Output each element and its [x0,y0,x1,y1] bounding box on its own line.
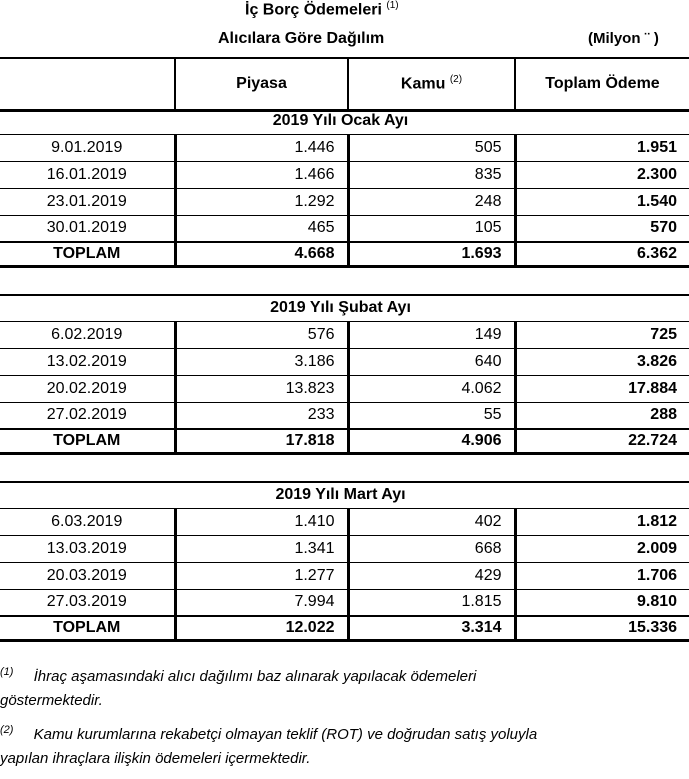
row-date: 13.02.2019 [0,348,175,375]
footnote-1-line1: İhraç aşamasındaki alıcı dağılımı baz alınarak yapılacak ödemeleri [33,668,477,685]
row-total: 2.300 [515,161,689,188]
row-market: 1.292 [175,188,348,215]
row-public: 640 [348,348,515,375]
row-total: 2.009 [515,535,689,562]
header-total: Toplam Ödeme [515,58,689,110]
row-date: 23.01.2019 [0,188,175,215]
row-public: 835 [348,161,515,188]
table-row [0,348,689,375]
table-row [0,402,689,429]
table-row [0,535,689,562]
total-label: TOPLAM [0,429,175,453]
page-subtitle: Alıcılara Göre Dağılım [218,30,385,47]
row-total: 1.540 [515,188,689,215]
row-date: 6.02.2019 [0,321,175,348]
footnote-1-mark: (1) [0,666,14,678]
section-title: 2019 Yılı Mart Ayı [275,486,406,504]
total-public: 1.693 [348,242,515,266]
footnote-2 [0,718,689,771]
table-row [0,375,689,402]
page-title [245,0,495,19]
unit-label: (Milyon ¨ ) [588,30,659,47]
total-total: 15.336 [515,616,689,640]
row-market: 1.277 [175,562,348,589]
row-public: 505 [348,134,515,161]
total-row [0,616,689,640]
total-row [0,429,689,453]
row-date: 6.03.2019 [0,508,175,535]
row-market: 576 [175,321,348,348]
header-market: Piyasa [175,58,348,110]
row-market: 1.466 [175,161,348,188]
row-total: 1.812 [515,508,689,535]
row-total: 9.810 [515,589,689,616]
total-label: TOPLAM [0,616,175,640]
row-market: 233 [175,402,348,429]
title-footnote-mark: (1) [386,0,399,11]
row-market: 1.410 [175,508,348,535]
row-date: 27.02.2019 [0,402,175,429]
header-date-column [0,58,175,110]
row-date: 20.02.2019 [0,375,175,402]
footnote-1-line2: göstermektedir. [0,692,103,709]
row-date: 20.03.2019 [0,562,175,589]
total-market: 17.818 [175,429,348,453]
row-market: 7.994 [175,589,348,616]
row-total: 570 [515,215,689,242]
row-public: 1.815 [348,589,515,616]
row-date: 30.01.2019 [0,215,175,242]
total-market: 4.668 [175,242,348,266]
footnote-1 [0,660,689,713]
total-public: 4.906 [348,429,515,453]
row-market: 1.341 [175,535,348,562]
row-public: 248 [348,188,515,215]
header-public [348,58,515,110]
section-title: 2019 Yılı Şubat Ayı [270,299,411,317]
footnote-2-line1: Kamu kurumlarına rekabetçi olmayan teklif (ROT) ve doğrudan satış yoluyla [33,726,538,743]
row-total: 288 [515,402,689,429]
row-date: 13.03.2019 [0,535,175,562]
row-date: 9.01.2019 [0,134,175,161]
row-total: 3.826 [515,348,689,375]
column-header-table [0,57,689,112]
row-date: 16.01.2019 [0,161,175,188]
total-row [0,242,689,266]
table-row [0,508,689,535]
row-total: 1.951 [515,134,689,161]
table-row [0,188,689,215]
section-table-1 [0,294,689,455]
table-row [0,562,689,589]
section-title: 2019 Yılı Ocak Ayı [272,111,409,129]
row-public: 55 [348,402,515,429]
total-total: 6.362 [515,242,689,266]
row-date: 27.03.2019 [0,589,175,616]
footnote-2-line2: yapılan ihraçlara ilişkin ödemeleri içermektedir. [0,750,311,767]
row-public: 149 [348,321,515,348]
row-market: 3.186 [175,348,348,375]
row-market: 465 [175,215,348,242]
table-row [0,321,689,348]
row-public: 105 [348,215,515,242]
row-market: 1.446 [175,134,348,161]
title-text: İç Borç Ödemeleri [245,1,382,19]
section-table-0 [0,108,689,268]
table-row [0,134,689,161]
row-public: 4.062 [348,375,515,402]
header-public-label: Kamu [400,75,446,93]
footnote-2-mark: (2) [0,724,14,736]
section-table-2 [0,481,689,642]
row-public: 429 [348,562,515,589]
row-public: 668 [348,535,515,562]
row-market: 13.823 [175,375,348,402]
total-label: TOPLAM [0,242,175,266]
header-public-footnote-mark: (2) [449,74,463,86]
total-total: 22.724 [515,429,689,453]
table-row [0,161,689,188]
row-total: 17.884 [515,375,689,402]
total-public: 3.314 [348,616,515,640]
total-market: 12.022 [175,616,348,640]
row-public: 402 [348,508,515,535]
table-row [0,589,689,616]
row-total: 1.706 [515,562,689,589]
row-total: 725 [515,321,689,348]
table-row [0,215,689,242]
